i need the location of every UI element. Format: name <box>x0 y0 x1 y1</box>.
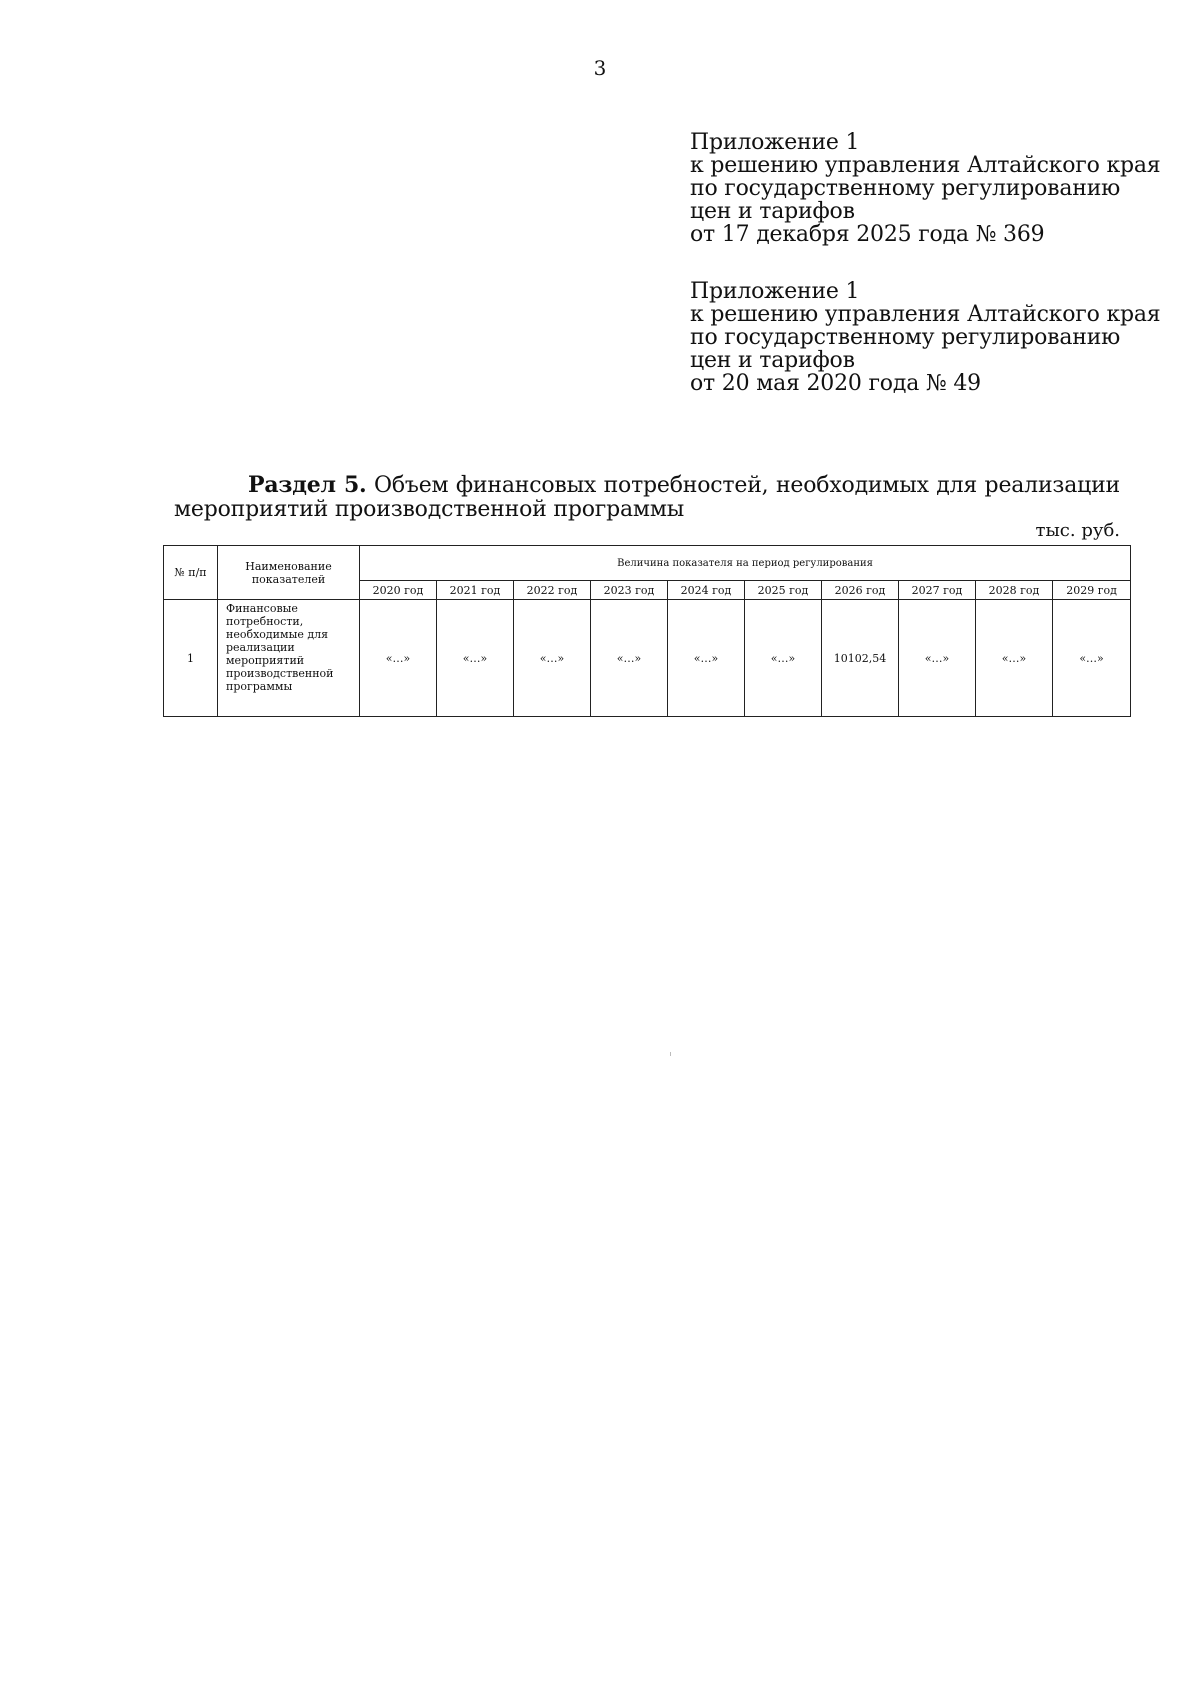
value-cell: «…» <box>514 600 591 717</box>
appendix-line: Приложение 1 <box>690 279 860 304</box>
value-cell: «…» <box>976 600 1053 717</box>
header-year: 2029 год <box>1053 581 1131 600</box>
header-number: № п/п <box>164 546 218 600</box>
table-row <box>164 600 1131 717</box>
page-number: 3 <box>593 56 607 80</box>
row-name-line: реализации <box>226 641 295 654</box>
value-cell: «…» <box>591 600 668 717</box>
section-heading <box>174 473 1120 522</box>
header-year: 2025 год <box>745 581 822 600</box>
header-name: Наименование показателей <box>218 546 360 600</box>
row-name-line: программы <box>226 680 293 693</box>
row-name-line: необходимые для <box>226 628 329 641</box>
value-cell: «…» <box>668 600 745 717</box>
appendix-line: к решению управления Алтайского края <box>690 153 1161 178</box>
header-year: 2024 год <box>668 581 745 600</box>
appendix-line: от 17 декабря 2025 года № 369 <box>690 222 1045 247</box>
financial-needs-table <box>163 545 1131 717</box>
header-year: 2027 год <box>899 581 976 600</box>
row-name-line: потребности, <box>226 615 304 628</box>
section-label: Раздел 5. <box>248 472 367 498</box>
section-title: Объем финансовых потребностей, необходимых для реализации мероприятий производственной программы <box>174 473 1121 522</box>
appendix-current-reference <box>690 131 1170 246</box>
value-cell: «…» <box>360 600 437 717</box>
value-cell: «…» <box>899 600 976 717</box>
row-name-line: производственной <box>226 667 334 680</box>
header-year: 2022 год <box>514 581 591 600</box>
appendix-line: от 20 мая 2020 года № 49 <box>690 371 981 396</box>
appendix-line: к решению управления Алтайского края <box>690 302 1161 327</box>
value-cell: 10102,54 <box>822 600 899 717</box>
header-year: 2026 год <box>822 581 899 600</box>
header-year: 2028 год <box>976 581 1053 600</box>
header-period: Величина показателя на период регулирования <box>360 546 1131 581</box>
value-cell: «…» <box>745 600 822 717</box>
appendix-line: цен и тарифов <box>690 348 855 373</box>
header-year: 2021 год <box>437 581 514 600</box>
row-number: 1 <box>164 600 218 717</box>
row-name <box>218 600 360 717</box>
header-year: 2023 год <box>591 581 668 600</box>
units-label: тыс. руб. <box>1035 520 1120 541</box>
header-year: 2020 год <box>360 581 437 600</box>
appendix-line: цен и тарифов <box>690 199 855 224</box>
scan-artifact <box>670 1052 671 1056</box>
appendix-line: по государственному регулированию <box>690 325 1121 350</box>
appendix-original-reference <box>690 280 1170 395</box>
appendix-line: по государственному регулированию <box>690 176 1121 201</box>
appendix-line: Приложение 1 <box>690 130 860 155</box>
value-cell: «…» <box>437 600 514 717</box>
row-name-line: мероприятий <box>226 654 305 667</box>
value-cell: «…» <box>1053 600 1131 717</box>
row-name-line: Финансовые <box>226 602 298 615</box>
